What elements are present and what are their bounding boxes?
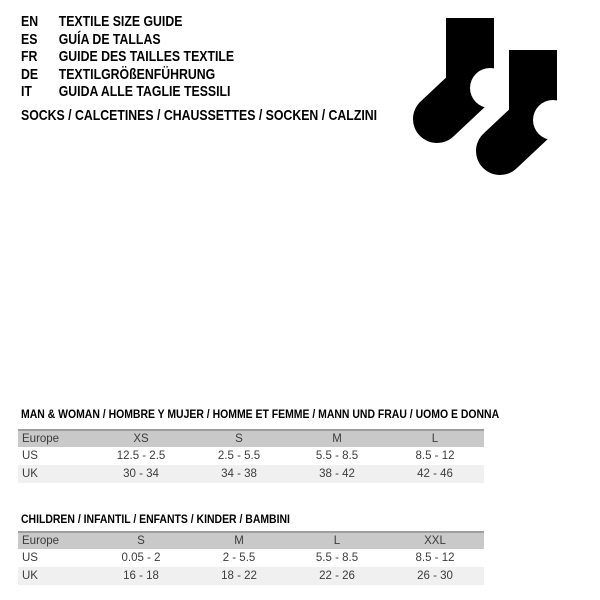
table-row	[18, 549, 484, 567]
size-cell: 2.5 - 5.5	[190, 447, 288, 465]
size-cell: 18 - 22	[190, 567, 288, 585]
column-header-region: Europe	[18, 533, 92, 549]
size-cell: 2 - 5.5	[190, 549, 288, 567]
category-title: SOCKS / CALCETINES / CHAUSSETTES / SOCKEN / CALZINI	[21, 107, 378, 124]
column-header-region: Europe	[18, 431, 92, 447]
language-code: ES	[21, 30, 38, 48]
column-header-size: L	[288, 533, 386, 549]
table-header-row	[18, 533, 484, 549]
size-cell: 0.05 - 2	[92, 549, 190, 567]
size-cell: 8.5 - 12	[386, 447, 484, 465]
region-cell: UK	[18, 567, 92, 585]
language-title-list	[21, 13, 234, 101]
language-row	[21, 13, 234, 31]
size-cell: 12.5 - 2.5	[92, 447, 190, 465]
table-row	[18, 567, 484, 585]
language-code: DE	[21, 65, 39, 83]
children-size-table	[18, 531, 484, 585]
adults-size-table	[18, 429, 484, 483]
column-header-size: XS	[92, 431, 190, 447]
table-header-row	[18, 431, 484, 447]
language-label: TEXTILGRÖßENFÜHRUNG	[58, 65, 216, 83]
size-cell: 38 - 42	[288, 465, 386, 483]
column-header-size: XXL	[386, 533, 484, 549]
size-cell: 8.5 - 12	[386, 549, 484, 567]
language-label: TEXTILE SIZE GUIDE	[58, 13, 183, 30]
language-row	[21, 48, 234, 66]
size-cell: 16 - 18	[92, 567, 190, 585]
language-row	[21, 31, 234, 49]
socks-icon	[400, 8, 560, 178]
children-table-title: CHILDREN / INFANTIL / ENFANTS / KINDER / BAMBINI	[21, 512, 290, 526]
language-label: GUIDE DES TAILLES TEXTILE	[58, 48, 235, 65]
column-header-size: S	[190, 431, 288, 447]
region-cell: US	[18, 549, 92, 567]
language-code: IT	[21, 83, 32, 100]
size-cell: 42 - 46	[386, 465, 484, 483]
language-label: GUIDA ALLE TAGLIE TESSILI	[58, 83, 231, 100]
language-label: GUÍA DE TALLAS	[58, 30, 161, 48]
adults-table-title: MAN & WOMAN / HOMBRE Y MUJER / HOMME ET FEMME / MANN UND FRAU / UOMO E DONNA	[21, 407, 500, 421]
language-row	[21, 66, 234, 84]
language-code: FR	[21, 48, 38, 65]
column-header-size: M	[190, 533, 288, 549]
size-cell: 22 - 26	[288, 567, 386, 585]
language-row	[21, 83, 234, 101]
table-row	[18, 465, 484, 483]
column-header-size: M	[288, 431, 386, 447]
column-header-size: S	[92, 533, 190, 549]
size-cell: 5.5 - 8.5	[288, 447, 386, 465]
size-cell: 34 - 38	[190, 465, 288, 483]
region-cell: UK	[18, 465, 92, 483]
region-cell: US	[18, 447, 92, 465]
size-cell: 30 - 34	[92, 465, 190, 483]
language-code: EN	[21, 13, 39, 30]
column-header-size: L	[386, 431, 484, 447]
size-cell: 26 - 30	[386, 567, 484, 585]
table-row	[18, 447, 484, 465]
size-cell: 5.5 - 8.5	[288, 549, 386, 567]
